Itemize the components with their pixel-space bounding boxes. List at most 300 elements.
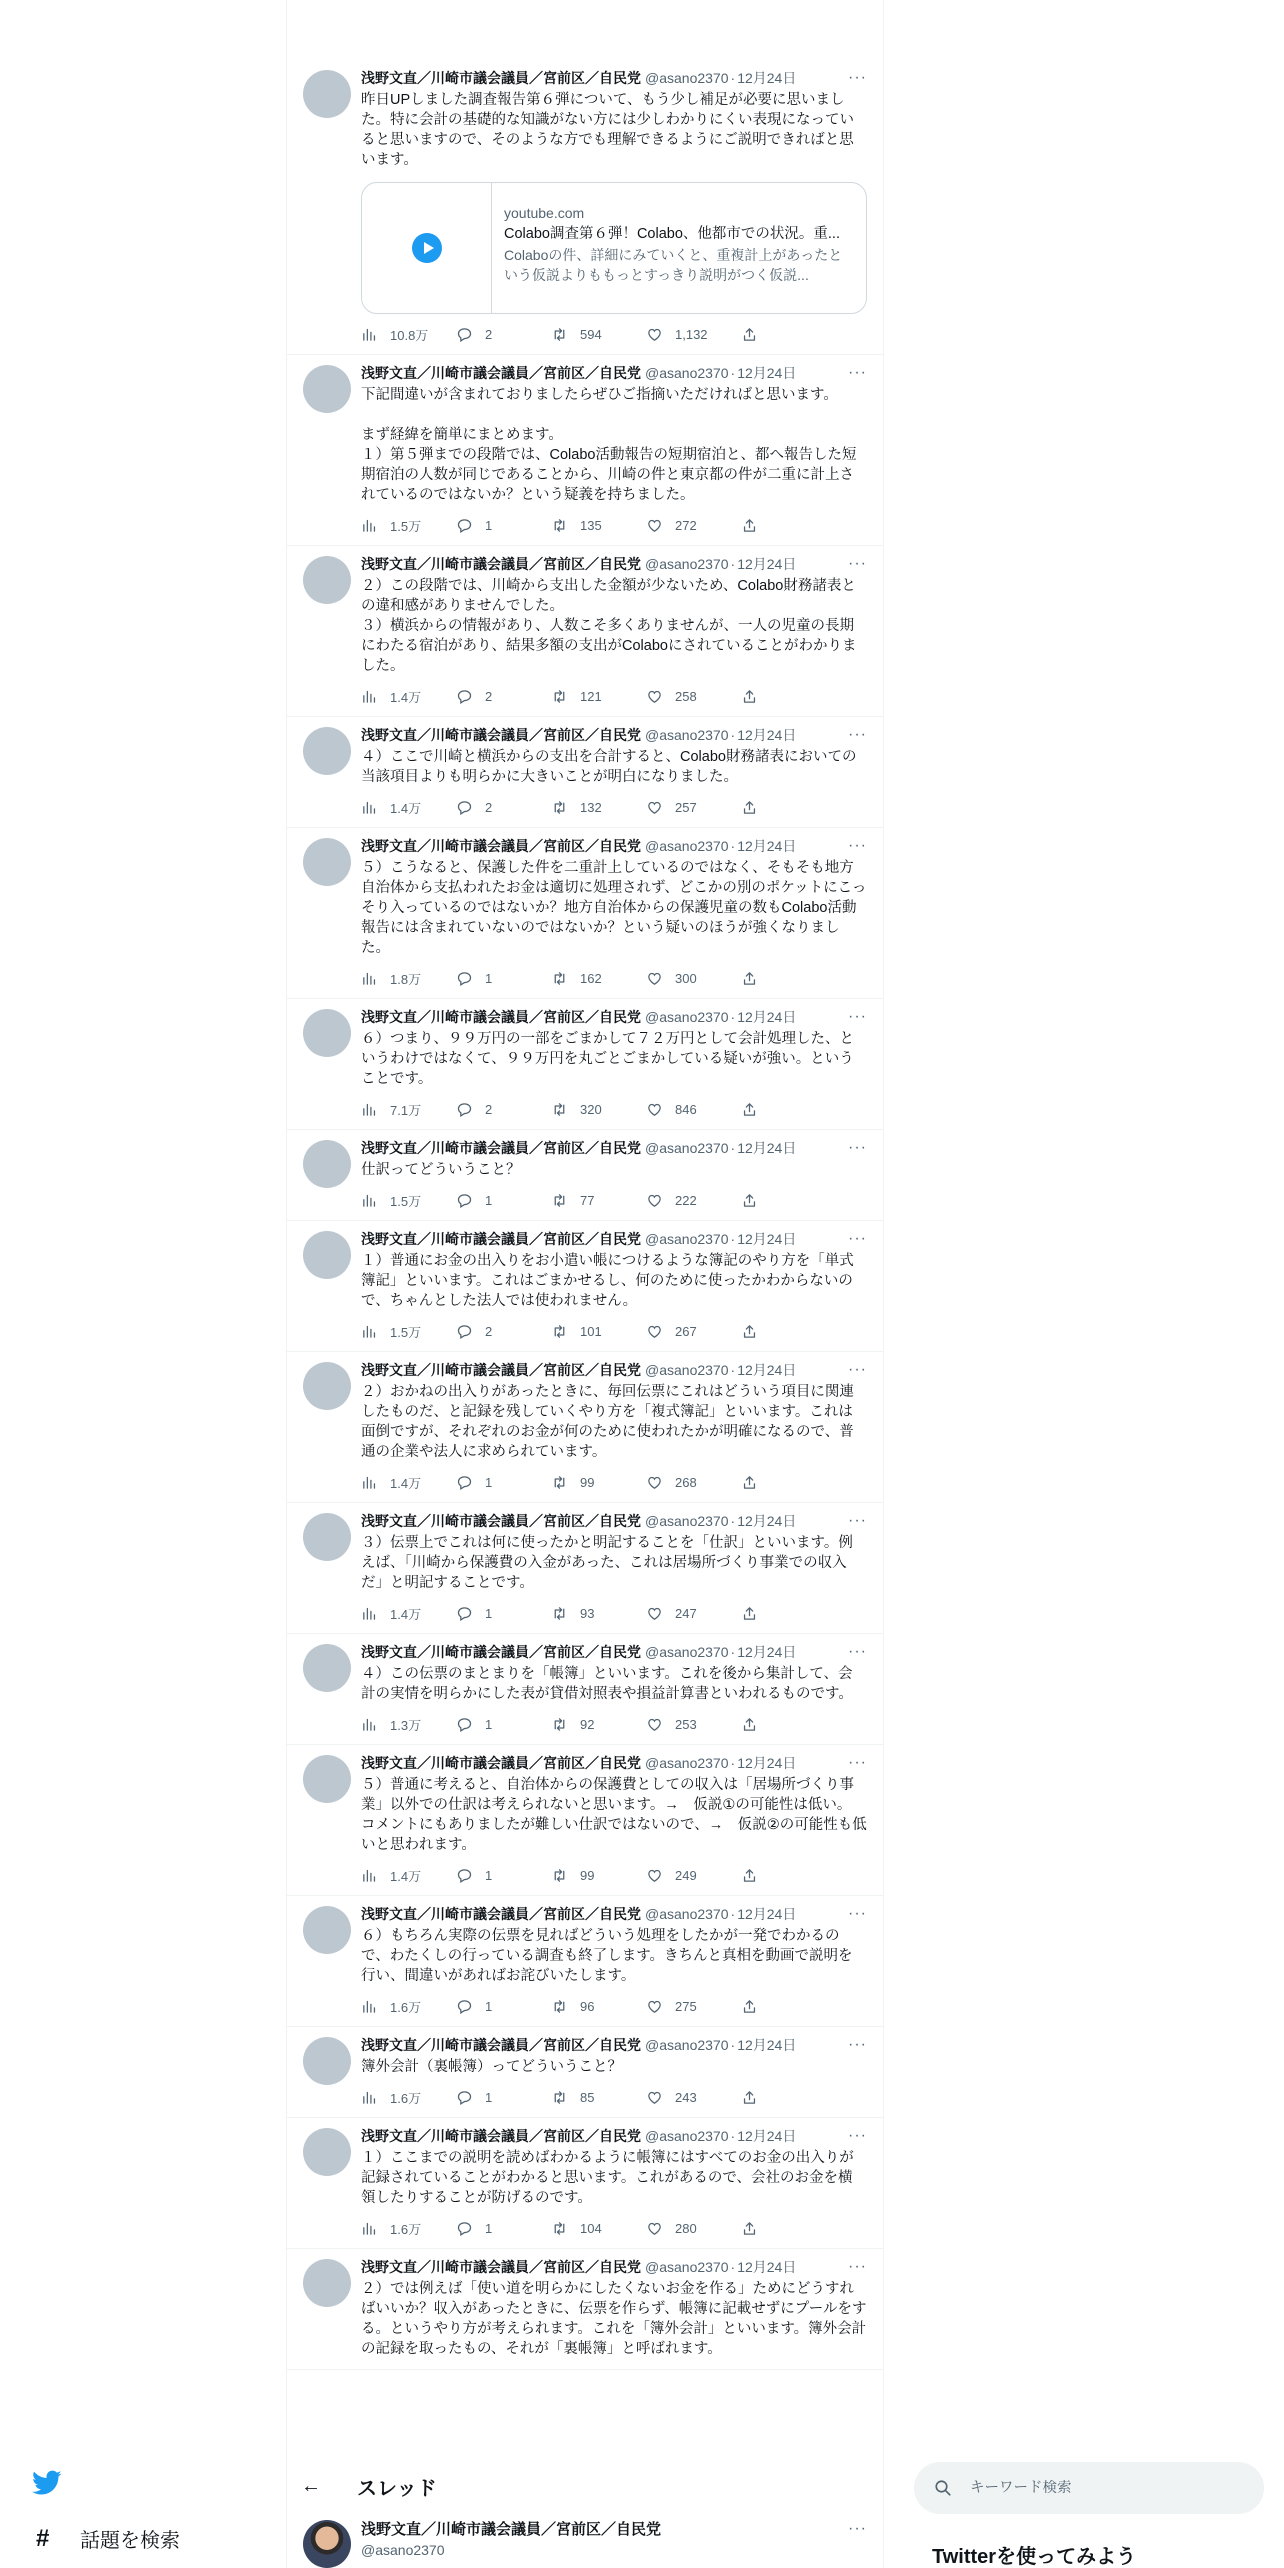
like-icon — [646, 2089, 663, 2106]
share-action[interactable] — [741, 1474, 770, 1491]
left-nav — [0, 2460, 286, 2568]
author-handle[interactable]: @asano2370 — [361, 2542, 445, 2558]
tweet-header — [361, 552, 867, 576]
like-icon — [646, 1998, 663, 2015]
views-action[interactable] — [361, 1604, 456, 1623]
retweet-icon — [551, 1998, 568, 2015]
views-icon — [361, 1192, 378, 1209]
author-name[interactable]: 浅野文直／川崎市議会議員／宮前区／自民党 — [361, 2259, 641, 2275]
replies-action[interactable] — [456, 1323, 551, 1340]
share-icon — [741, 799, 758, 816]
retweets-action[interactable] — [551, 517, 646, 534]
avatar[interactable] — [303, 2128, 351, 2176]
views-count: 1.6万 — [390, 2090, 422, 2106]
tweet-actions — [361, 1321, 867, 1341]
share-action[interactable] — [741, 1192, 770, 1209]
author-name[interactable]: 浅野文直／川崎市議会議員／宮前区／自民党 — [361, 1231, 641, 1247]
tweet-date[interactable]: 12月24日 — [737, 1009, 797, 1025]
likes-action[interactable] — [646, 1998, 741, 2015]
like-icon — [646, 1867, 663, 1884]
retweets-count: 162 — [580, 970, 602, 986]
more-icon[interactable]: ··· — [848, 1139, 867, 1156]
avatar[interactable] — [303, 1906, 351, 1954]
views-action[interactable] — [361, 1473, 456, 1492]
search-box[interactable] — [914, 2462, 1264, 2514]
avatar[interactable] — [303, 2037, 351, 2085]
tweet-actions — [361, 2218, 867, 2238]
retweets-count: 121 — [580, 688, 602, 704]
tweet[interactable] — [287, 1352, 883, 1503]
avatar[interactable] — [303, 1140, 351, 1188]
more-icon[interactable]: ··· — [848, 555, 867, 572]
likes-count: 249 — [675, 1867, 697, 1883]
share-action[interactable] — [741, 970, 770, 987]
more-icon[interactable]: ··· — [848, 2127, 867, 2144]
tweet-date[interactable]: 12月24日 — [737, 365, 797, 381]
author-name[interactable]: 浅野文直／川崎市議会議員／宮前区／自民党 — [361, 1906, 641, 1922]
likes-action[interactable] — [646, 1323, 741, 1340]
replies-action[interactable] — [456, 970, 551, 987]
views-count: 1.4万 — [390, 1868, 422, 1884]
views-action[interactable] — [361, 1866, 456, 1885]
likes-action[interactable] — [646, 1716, 741, 1733]
separator-dot: · — [730, 1644, 736, 1660]
likes-action[interactable] — [646, 799, 741, 816]
reply-icon — [456, 1323, 473, 1340]
separator-dot: · — [730, 2128, 736, 2144]
more-icon[interactable]: ··· — [848, 1512, 867, 1529]
separator-dot: · — [730, 1513, 736, 1529]
share-action[interactable] — [741, 517, 770, 534]
views-action[interactable] — [361, 1191, 456, 1210]
author-handle[interactable]: @asano2370 — [645, 727, 729, 743]
tweet-list — [287, 0, 883, 2370]
retweets-action[interactable] — [551, 1474, 646, 1491]
tweet[interactable] — [287, 1503, 883, 1634]
tweet-date[interactable]: 12月24日 — [737, 727, 797, 743]
avatar[interactable] — [303, 1009, 351, 1057]
likes-action[interactable] — [646, 970, 741, 987]
views-action[interactable] — [361, 1997, 456, 2016]
tweet-text: 下記間違いが含まれておりましたらぜひご指摘いただければと思います。 まず経緯を簡単にまとめます。 １）第５弾までの段階では、Colabo活動報告の短期宿泊と、都へ報告した短期宿泊の人数が同じであることから、川崎の件と東京都の件が二重に計上されているのではないか？という疑義を持ちました。 — [361, 387, 857, 503]
retweets-action[interactable] — [551, 799, 646, 816]
tweet-text: ６）つまり、９９万円の一部をごまかして７２万円として会計処理した、というわけではなくて、９９万円を丸ごとごまかしている疑いが強い。ということです。 — [361, 1031, 854, 1087]
views-count: 1.4万 — [390, 1606, 422, 1622]
more-icon[interactable]: ··· — [848, 69, 867, 86]
likes-count: 267 — [675, 1323, 697, 1339]
author-handle[interactable]: @asano2370 — [645, 1140, 729, 1156]
avatar[interactable] — [303, 1644, 351, 1692]
tweet[interactable] — [287, 355, 883, 546]
likes-count: 243 — [675, 2089, 697, 2105]
likes-action[interactable] — [646, 2089, 741, 2106]
share-icon — [741, 1192, 758, 1209]
replies-action[interactable] — [456, 1998, 551, 2015]
reply-icon — [456, 326, 473, 343]
retweet-icon — [551, 1474, 568, 1491]
author-name[interactable]: 浅野文直／川崎市議会議員／宮前区／自民党 — [361, 2128, 641, 2144]
views-count: 1.4万 — [390, 689, 422, 705]
more-icon[interactable]: ··· — [848, 726, 867, 743]
reply-icon — [456, 1867, 473, 1884]
tweet[interactable] — [287, 1130, 883, 1221]
link-card[interactable] — [361, 182, 867, 314]
retweets-action[interactable] — [551, 1605, 646, 1622]
tweet-date[interactable]: 12月24日 — [737, 1140, 797, 1156]
author-name[interactable]: 浅野文直／川崎市議会議員／宮前区／自民党 — [361, 1140, 641, 1156]
likes-action[interactable] — [646, 1192, 741, 1209]
views-count: 7.1万 — [390, 1102, 422, 1118]
tweet-body — [361, 1751, 867, 1885]
retweets-action[interactable] — [551, 1716, 646, 1733]
share-action[interactable] — [741, 1101, 770, 1118]
retweets-action[interactable] — [551, 2089, 646, 2106]
share-action[interactable] — [741, 1323, 770, 1340]
share-icon — [741, 517, 758, 534]
like-icon — [646, 688, 663, 705]
author-handle[interactable]: @asano2370 — [645, 2128, 729, 2144]
focused-tweet-author — [287, 2512, 883, 2568]
reply-icon — [456, 1605, 473, 1622]
separator-dot: · — [730, 727, 736, 743]
reply-icon — [456, 1716, 473, 1733]
views-icon — [361, 326, 378, 343]
avatar[interactable] — [303, 2259, 351, 2307]
separator-dot: · — [730, 838, 736, 854]
retweets-action[interactable] — [551, 1101, 646, 1118]
share-icon — [741, 326, 758, 343]
author-handle[interactable]: @asano2370 — [645, 2259, 729, 2275]
share-action[interactable] — [741, 1867, 770, 1884]
likes-action[interactable] — [646, 1867, 741, 1884]
author-handle[interactable]: @asano2370 — [645, 2037, 729, 2053]
like-icon — [646, 970, 663, 987]
tweet[interactable] — [287, 717, 883, 828]
views-action[interactable] — [361, 2088, 456, 2107]
separator-dot: · — [730, 1906, 736, 1922]
like-icon — [646, 2220, 663, 2237]
share-action[interactable] — [741, 2089, 770, 2106]
author-handle[interactable]: @asano2370 — [645, 1644, 729, 1660]
retweet-icon — [551, 2089, 568, 2106]
likes-count: 846 — [675, 1101, 697, 1117]
replies-action[interactable] — [456, 326, 551, 343]
more-icon[interactable]: ··· — [848, 1754, 867, 1771]
likes-action[interactable] — [646, 1474, 741, 1491]
retweets-count: 99 — [580, 1474, 595, 1490]
author-handle[interactable]: @asano2370 — [645, 70, 729, 86]
views-action[interactable] — [361, 798, 456, 817]
author-name[interactable]: 浅野文直／川崎市議会議員／宮前区／自民党 — [361, 727, 641, 743]
retweets-action[interactable] — [551, 1998, 646, 2015]
tweet-header — [361, 723, 867, 747]
replies-action[interactable] — [456, 2220, 551, 2237]
share-action[interactable] — [741, 2220, 770, 2237]
replies-action[interactable] — [456, 1716, 551, 1733]
replies-count: 1 — [485, 1716, 493, 1732]
author-name[interactable]: 浅野文直／川崎市議会議員／宮前区／自民党 — [361, 1644, 641, 1660]
views-count: 1.8万 — [390, 971, 422, 987]
views-action[interactable] — [361, 687, 456, 706]
share-icon — [741, 688, 758, 705]
author-name[interactable]: 浅野文直／川崎市議会議員／宮前区／自民党 — [361, 1362, 641, 1378]
more-icon[interactable]: ··· — [848, 2036, 867, 2053]
share-action[interactable] — [741, 799, 770, 816]
reply-icon — [456, 517, 473, 534]
more-icon[interactable]: ··· — [848, 364, 867, 381]
more-icon[interactable]: ··· — [848, 1643, 867, 1660]
views-icon — [361, 1323, 378, 1340]
like-icon — [646, 1101, 663, 1118]
separator-dot: · — [730, 1362, 736, 1378]
likes-count: 268 — [675, 1474, 697, 1490]
share-action[interactable] — [741, 326, 770, 343]
share-action[interactable] — [741, 1998, 770, 2015]
author-name[interactable]: 浅野文直／川崎市議会議員／宮前区／自民党 — [361, 1009, 641, 1025]
replies-action[interactable] — [456, 1101, 551, 1118]
retweets-action[interactable] — [551, 2220, 646, 2237]
author-name[interactable]: 浅野文直／川崎市議会議員／宮前区／自民党 — [361, 365, 641, 381]
views-action[interactable] — [361, 516, 456, 535]
card-domain: youtube.com — [504, 205, 585, 221]
tweet-text: ２）では例えば「使い道を明らかにしたくないお金を作る」ためにどうすればいいか？収入があったときに、伝票を作らず、帳簿に記載せずにプールをする。というやり方が考えられます。これを「簿外会計」といいます。簿外会計の記録を取ったもの、それが「裏帳簿」と呼ばれます。 — [361, 2281, 867, 2357]
views-count: 1.4万 — [390, 800, 422, 816]
replies-count: 2 — [485, 1323, 493, 1339]
replies-count: 2 — [485, 1101, 493, 1117]
tweet-text: １）普通にお金の出入りをお小遣い帳につけるような簿記のやり方を「単式簿記」といいます。これはごまかせるし、何のために使ったかわからないので、ちゃんとした法人では使われません。 — [361, 1253, 854, 1309]
replies-count: 1 — [485, 2220, 493, 2236]
author-handle[interactable]: @asano2370 — [645, 1513, 729, 1529]
avatar[interactable] — [303, 365, 351, 413]
share-icon — [741, 1605, 758, 1622]
author-name[interactable]: 浅野文直／川崎市議会議員／宮前区／自民党 — [361, 2037, 641, 2053]
tweet-date[interactable]: 12月24日 — [737, 1644, 797, 1660]
share-icon — [741, 2220, 758, 2237]
avatar[interactable] — [303, 1513, 351, 1561]
tweet-date[interactable]: 12月24日 — [737, 838, 797, 854]
likes-action[interactable] — [646, 2220, 741, 2237]
more-icon[interactable]: ··· — [848, 2258, 867, 2275]
retweets-count: 77 — [580, 1192, 595, 1208]
share-icon — [741, 1101, 758, 1118]
replies-action[interactable] — [456, 688, 551, 705]
author-handle[interactable]: @asano2370 — [645, 1231, 729, 1247]
views-action[interactable] — [361, 1100, 456, 1119]
retweet-icon — [551, 517, 568, 534]
retweets-action[interactable] — [551, 1192, 646, 1209]
tweet[interactable] — [287, 1221, 883, 1352]
author-handle[interactable]: @asano2370 — [645, 1362, 729, 1378]
tweet-text: ４）この伝票のまとまりを「帳簿」といいます。これを後から集計して、会計の実情を明らかにした表が貸借対照表や損益計算書といわれるものです。 — [361, 1666, 853, 1702]
views-action[interactable] — [361, 969, 456, 988]
like-icon — [646, 1323, 663, 1340]
author-handle[interactable]: @asano2370 — [645, 556, 729, 572]
share-action[interactable] — [741, 688, 770, 705]
tweet-header — [361, 1902, 867, 1926]
separator-dot: · — [730, 1755, 736, 1771]
tweet-text: 仕訳ってどういうこと？ — [361, 1162, 521, 1178]
separator-dot: · — [730, 1140, 736, 1156]
likes-action[interactable] — [646, 1101, 741, 1118]
tweet-date[interactable]: 12月24日 — [737, 1755, 797, 1771]
retweet-icon — [551, 688, 568, 705]
tweet[interactable] — [287, 2027, 883, 2118]
tweet-body — [361, 1136, 867, 1210]
reply-icon — [456, 1101, 473, 1118]
author-handle[interactable]: @asano2370 — [645, 1906, 729, 1922]
tweet-header — [361, 1640, 867, 1664]
avatar[interactable] — [303, 2520, 351, 2568]
author-name[interactable]: 浅野文直／川崎市議会議員／宮前区／自民党 — [361, 838, 641, 854]
author-name[interactable]: 浅野文直／川崎市議会議員／宮前区／自民党 — [361, 2521, 662, 2538]
tweet-date[interactable]: 12月24日 — [737, 1231, 797, 1247]
tweet[interactable] — [287, 999, 883, 1130]
retweets-count: 104 — [580, 2220, 602, 2236]
tweet-text: 昨日UPしました調査報告第６弾について、もう少し補足が必要に思いました。特に会計の基礎的な知識がない方には少しわかりにくい表現になっていると思いますので、そのような方でも理解できるようにご説明できればと思います。 — [361, 92, 854, 168]
retweets-action[interactable] — [551, 1323, 646, 1340]
tweet[interactable] — [287, 828, 883, 999]
tweet-header — [361, 834, 867, 858]
likes-action[interactable] — [646, 1605, 741, 1622]
tweet-header — [361, 361, 867, 385]
tweet-date[interactable]: 12月24日 — [737, 1513, 797, 1529]
twitter-bird-icon[interactable] — [32, 2470, 62, 2496]
tweet-date[interactable]: 12月24日 — [737, 1906, 797, 1922]
author-handle[interactable]: @asano2370 — [645, 365, 729, 381]
retweets-count: 96 — [580, 1998, 595, 2014]
avatar[interactable] — [303, 556, 351, 604]
tweet[interactable] — [287, 2118, 883, 2249]
views-action[interactable] — [361, 1715, 456, 1734]
thread-header — [287, 2460, 883, 2512]
likes-count: 1,132 — [675, 326, 708, 342]
author-name[interactable]: 浅野文直／川崎市議会議員／宮前区／自民党 — [361, 556, 641, 572]
author-name[interactable]: 浅野文直／川崎市議会議員／宮前区／自民党 — [361, 1513, 641, 1529]
separator-dot: · — [730, 70, 736, 86]
replies-count: 1 — [485, 1474, 493, 1490]
likes-action[interactable] — [646, 517, 741, 534]
tweet-actions — [361, 686, 867, 706]
author-handle[interactable]: @asano2370 — [645, 1755, 729, 1771]
tweet[interactable] — [287, 1896, 883, 2027]
tweet-text: ５）普通に考えると、自治体からの保護費としての収入は「居場所づくり事業」以外での仕訳は考えられないと思います。→ 仮説①の可能性は低い。 コメントにもありましたが難しい仕訳ではないので、→ 仮説②の可能性も低いと思われます。 — [361, 1777, 867, 1853]
thread-title: スレッド — [357, 2477, 437, 2500]
tweet-body — [361, 1902, 867, 2016]
more-icon[interactable]: ··· — [848, 2520, 867, 2537]
focused-author-names — [361, 2520, 661, 2568]
replies-count: 1 — [485, 1867, 493, 1883]
views-action[interactable] — [361, 2219, 456, 2238]
separator-dot: · — [730, 1231, 736, 1247]
views-icon — [361, 1867, 378, 1884]
like-icon — [646, 1192, 663, 1209]
tweet[interactable] — [287, 1634, 883, 1745]
retweet-icon — [551, 1323, 568, 1340]
views-action[interactable] — [361, 325, 456, 344]
retweets-action[interactable] — [551, 688, 646, 705]
tweet[interactable] — [287, 2249, 883, 2370]
avatar[interactable] — [303, 838, 351, 886]
avatar[interactable] — [303, 70, 351, 118]
tweet-date[interactable]: 12月24日 — [737, 2037, 797, 2053]
tweet-date[interactable]: 12月24日 — [737, 2259, 797, 2275]
share-action[interactable] — [741, 1716, 770, 1733]
right-column-divider — [883, 0, 884, 2568]
tweet-text: ２）この段階では、川崎から支出した金額が少ないため、Colabo財務諸表との違和感がありませんでした。 ３）横浜からの情報があり、人数こそ多くありませんが、一人の児童の長期にわたる宿泊があり、結果多額の支出がColaboにされていることがわかりました。 — [361, 578, 857, 674]
retweet-icon — [551, 1716, 568, 1733]
retweets-action[interactable] — [551, 1867, 646, 1884]
more-icon[interactable]: ··· — [848, 1008, 867, 1025]
tweet-header — [361, 2124, 867, 2148]
tweet[interactable] — [287, 546, 883, 717]
views-count: 1.5万 — [390, 518, 422, 534]
more-icon[interactable]: ··· — [848, 837, 867, 854]
author-handle[interactable]: @asano2370 — [645, 838, 729, 854]
replies-action[interactable] — [456, 1605, 551, 1622]
author-name[interactable]: 浅野文直／川崎市議会議員／宮前区／自民党 — [361, 70, 641, 86]
more-icon[interactable]: ··· — [848, 1230, 867, 1247]
replies-action[interactable] — [456, 799, 551, 816]
replies-action[interactable] — [456, 517, 551, 534]
views-icon — [361, 1716, 378, 1733]
tweet[interactable] — [287, 1745, 883, 1896]
replies-action[interactable] — [456, 1474, 551, 1491]
back-arrow-icon[interactable]: ← — [301, 2474, 321, 2497]
likes-action[interactable] — [646, 688, 741, 705]
likes-count: 275 — [675, 1998, 697, 2014]
replies-action[interactable] — [456, 1192, 551, 1209]
author-handle[interactable]: @asano2370 — [645, 1009, 729, 1025]
views-count: 1.5万 — [390, 1324, 422, 1340]
views-icon — [361, 688, 378, 705]
tweet-body — [361, 1358, 867, 1492]
tweet-text: ６）もちろん実際の伝票を見ればどういう処理をしたかが一発でわかるので、わたくしの行っている調査も終了します。きちんと真相を動画で説明を行い、間違いがあればお詫びいたします。 — [361, 1928, 853, 1984]
tweet-date[interactable]: 12月24日 — [737, 70, 797, 86]
more-icon[interactable]: ··· — [848, 1905, 867, 1922]
views-count: 1.4万 — [390, 1475, 422, 1491]
share-action[interactable] — [741, 1605, 770, 1622]
views-action[interactable] — [361, 1322, 456, 1341]
tweet-text: １）ここまでの説明を読めばわかるように帳簿にはすべてのお金の出入りが記録されていることがわかると思います。これがあるので、会社のお金を横領したりすることが防げるのです。 — [361, 2150, 854, 2206]
retweets-action[interactable] — [551, 970, 646, 987]
reply-icon — [456, 970, 473, 987]
likes-action[interactable] — [646, 326, 741, 343]
tweet-date[interactable]: 12月24日 — [737, 556, 797, 572]
views-icon — [361, 970, 378, 987]
search-input[interactable] — [970, 2480, 1250, 2496]
replies-action[interactable] — [456, 2089, 551, 2106]
avatar[interactable] — [303, 1231, 351, 1279]
retweet-icon — [551, 1605, 568, 1622]
search-icon — [934, 2479, 952, 2497]
avatar[interactable] — [303, 1755, 351, 1803]
tweet[interactable] — [287, 60, 883, 355]
replies-action[interactable] — [456, 1867, 551, 1884]
views-count: 1.6万 — [390, 1999, 422, 2015]
views-count: 10.8万 — [390, 327, 429, 343]
likes-count: 222 — [675, 1192, 697, 1208]
author-name[interactable]: 浅野文直／川崎市議会議員／宮前区／自民党 — [361, 1755, 641, 1771]
tweet-date[interactable]: 12月24日 — [737, 1362, 797, 1378]
more-icon[interactable]: ··· — [848, 1361, 867, 1378]
nav-item-explore[interactable] — [36, 2524, 180, 2553]
tweet-date[interactable]: 12月24日 — [737, 2128, 797, 2144]
tweet-text: 簿外会計（裏帳簿）ってどういうこと？ — [361, 2059, 622, 2075]
retweets-action[interactable] — [551, 326, 646, 343]
tweet-actions — [361, 1996, 867, 2016]
avatar[interactable] — [303, 727, 351, 775]
avatar[interactable] — [303, 1362, 351, 1410]
